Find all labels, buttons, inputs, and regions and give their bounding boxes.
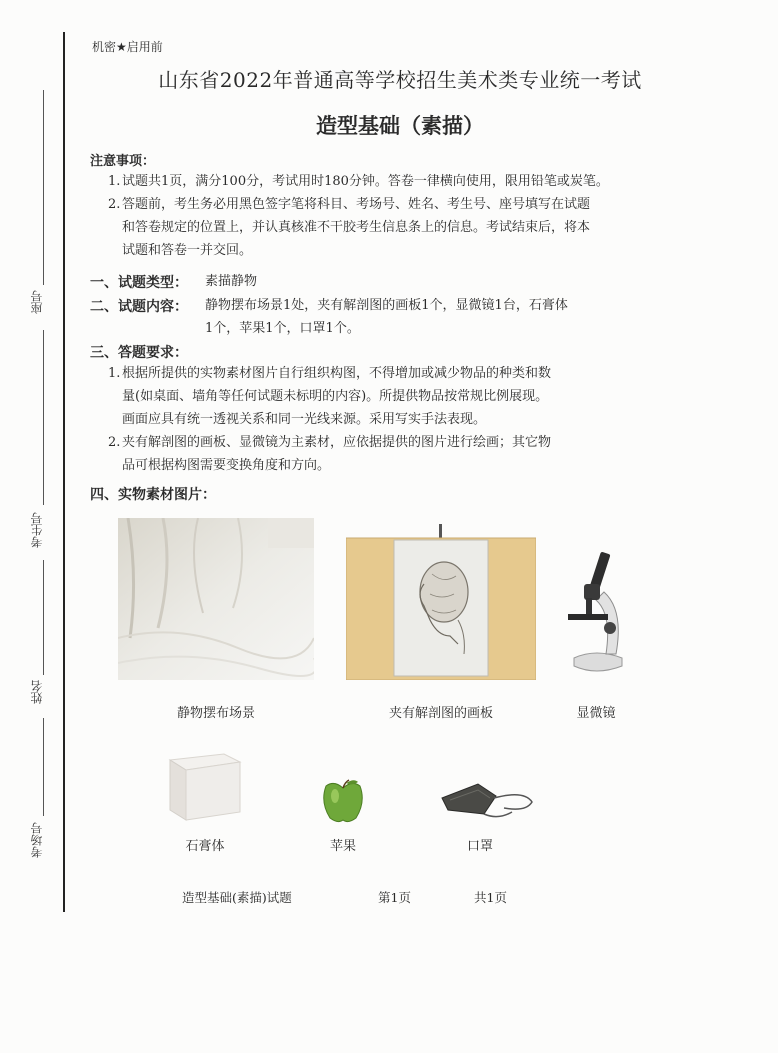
section-2-line-1: 静物摆布场景1处，夹有解剖图的画板1个，显微镜1台，石膏体 <box>205 298 568 313</box>
caption-mask: 口罩 <box>466 839 493 854</box>
exam-number-line <box>43 330 44 505</box>
caption-cloth-scene: 静物摆布场景 <box>176 706 255 721</box>
req-1-number: 1. <box>108 366 121 381</box>
caption-microscope: 显微镜 <box>576 706 616 721</box>
note-1-text: 试题共1页，满分100分，考试用时180分钟。答卷一律横向使用，限用铅笔或炭笔。 <box>122 174 609 189</box>
req-2-number: 2. <box>108 435 121 450</box>
footer-paper-name: 造型基础(素描)试题 <box>182 890 292 905</box>
exam-number-label: 考生号 <box>30 512 44 548</box>
section-3-label: 三、答题要求： <box>90 345 188 361</box>
section-1-label: 一、试题类型： <box>90 275 188 291</box>
confidential-mark: 机密★启用前 <box>92 40 163 54</box>
binding-line <box>63 32 65 912</box>
note-2-line-3: 试题和答卷一并交回。 <box>122 243 253 258</box>
note-1-number: 1. <box>108 174 121 189</box>
apple-image <box>322 778 364 824</box>
notes-heading: 注意事项： <box>90 154 156 169</box>
req-2-line-1: 夹有解剖图的画板、显微镜为主素材，应依据提供的图片进行绘画；其它物 <box>122 435 552 450</box>
req-1-line-2: 量(如桌面、墙角等任何试题未标明的内容)。所提供物品按常规比例展现。 <box>122 389 549 404</box>
note-2-number: 2. <box>108 197 121 212</box>
caption-anatomy-board: 夹有解剖图的画板 <box>388 706 493 721</box>
seat-line <box>43 90 44 285</box>
req-1-line-1: 根据所提供的实物素材图片自行组织构图，不得增加或减少物品的种类和数 <box>122 366 552 381</box>
room-line <box>43 718 44 816</box>
seat-label: 座号 <box>30 290 44 314</box>
microscope-image <box>560 550 632 676</box>
exam-title: 山东省2022年普通高等学校招生美术类专业统一考试 <box>158 68 642 92</box>
caption-plaster-cube: 石膏体 <box>185 839 225 854</box>
section-1-value: 素描静物 <box>205 274 258 289</box>
anatomy-board-image <box>346 524 536 680</box>
section-2-label: 二、试题内容： <box>90 299 188 315</box>
caption-apple: 苹果 <box>329 839 356 854</box>
room-label: 考场号 <box>30 822 44 858</box>
footer-page-number: 第1页 <box>378 890 411 905</box>
note-2-line-1: 答题前，考生务必用黑色签字笔将科目、考场号、姓名、考生号、座号填写在试题 <box>122 197 591 212</box>
paper-subtitle: 造型基础（素描） <box>316 114 484 138</box>
req-2-line-2: 品可根据构图需要变换角度和方向。 <box>122 458 331 473</box>
name-label: 姓名 <box>30 680 44 704</box>
mask-image <box>438 780 536 822</box>
req-1-line-3: 画面应具有统一透视关系和同一光线来源。采用写实手法表现。 <box>122 412 487 427</box>
name-line <box>43 560 44 675</box>
plaster-cube-image <box>166 748 244 822</box>
cloth-scene-image <box>118 518 314 680</box>
footer-total-pages: 共1页 <box>474 890 507 905</box>
note-2-line-2: 和答卷规定的位置上，并认真核准不干胶考生信息条上的信息。考试结束后，将本 <box>122 220 591 235</box>
section-4-label: 四、实物素材图片： <box>90 487 216 503</box>
section-2-line-2: 1个，苹果1个，口罩1个。 <box>205 321 360 336</box>
